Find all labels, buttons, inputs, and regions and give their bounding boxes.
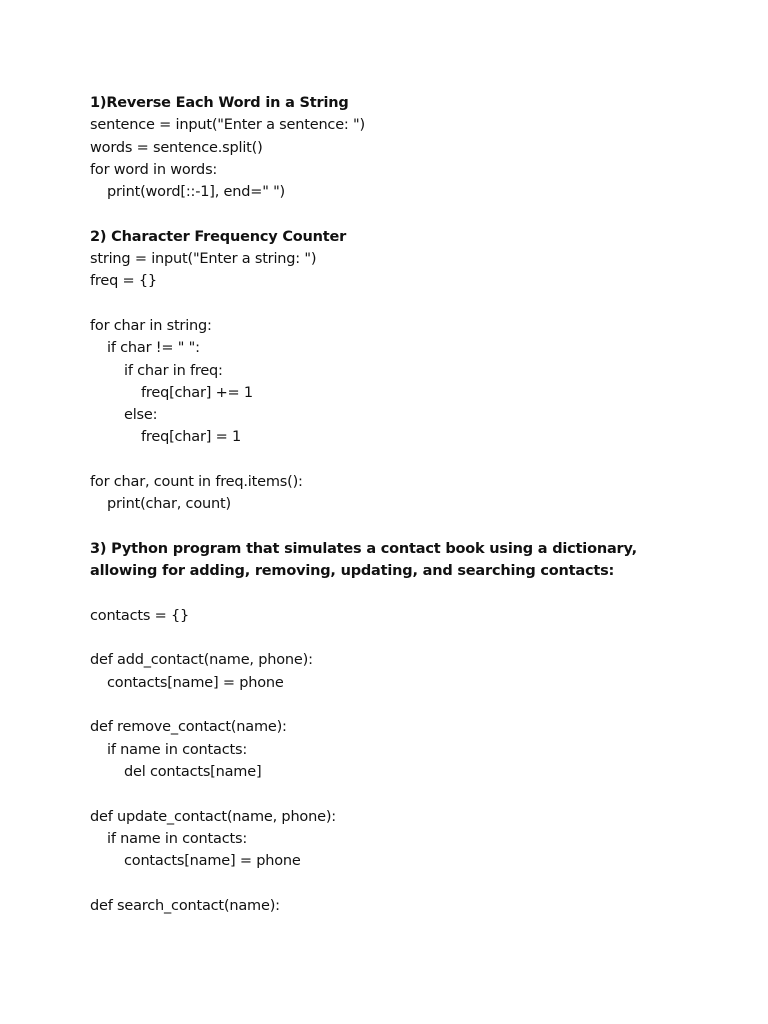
- blank-line: [90, 694, 730, 716]
- code-line: freq = {}: [90, 273, 157, 290]
- blank-line: [90, 203, 730, 225]
- section-1-heading: 1)Reverse Each Word in a String: [90, 95, 349, 111]
- code-line: freq[char] += 1: [141, 384, 253, 401]
- code-line: if char != " ":: [107, 340, 200, 357]
- code-line: for char, count in freq.items():: [90, 474, 303, 491]
- code-line: string = input("Enter a string: "): [90, 251, 317, 268]
- code-line: def add_contact(name, phone):: [90, 652, 313, 669]
- code-line: print(word[::-1], end=" "): [107, 184, 285, 201]
- section-3-heading-line-2: allowing for adding, removing, updating, and searching contacts:: [90, 563, 615, 580]
- blank-line: [90, 583, 730, 605]
- code-line: if name in contacts:: [107, 830, 248, 847]
- blank-line: [90, 872, 730, 894]
- blank-line: [90, 783, 730, 805]
- section-3-heading-line-1: 3) Python program that simulates a contact book using a dictionary,: [90, 540, 637, 557]
- document-page: [90, 92, 730, 917]
- code-line: for word in words:: [90, 161, 218, 178]
- section-2-heading: 2) Character Frequency Counter: [90, 228, 347, 245]
- code-line: del contacts[name]: [124, 763, 262, 780]
- code-line: contacts = {}: [90, 607, 190, 624]
- code-line: contacts[name] = phone: [124, 853, 301, 870]
- blank-line: [90, 293, 730, 315]
- code-line: if name in contacts:: [107, 741, 248, 758]
- code-line: def remove_contact(name):: [90, 719, 287, 736]
- blank-line: [90, 449, 730, 471]
- code-line: contacts[name] = phone: [107, 674, 284, 691]
- blank-line: [90, 516, 730, 538]
- code-line: sentence = input("Enter a sentence: "): [90, 117, 365, 134]
- blank-line: [90, 627, 730, 649]
- code-line: freq[char] = 1: [141, 429, 241, 446]
- code-line: if char in freq:: [124, 362, 223, 379]
- code-line: def update_contact(name, phone):: [90, 808, 336, 825]
- code-line: def search_contact(name):: [90, 897, 280, 914]
- code-line: for char in string:: [90, 317, 212, 334]
- code-line: print(char, count): [107, 496, 231, 513]
- code-line: words = sentence.split(): [90, 139, 263, 156]
- code-line: else:: [124, 407, 158, 424]
